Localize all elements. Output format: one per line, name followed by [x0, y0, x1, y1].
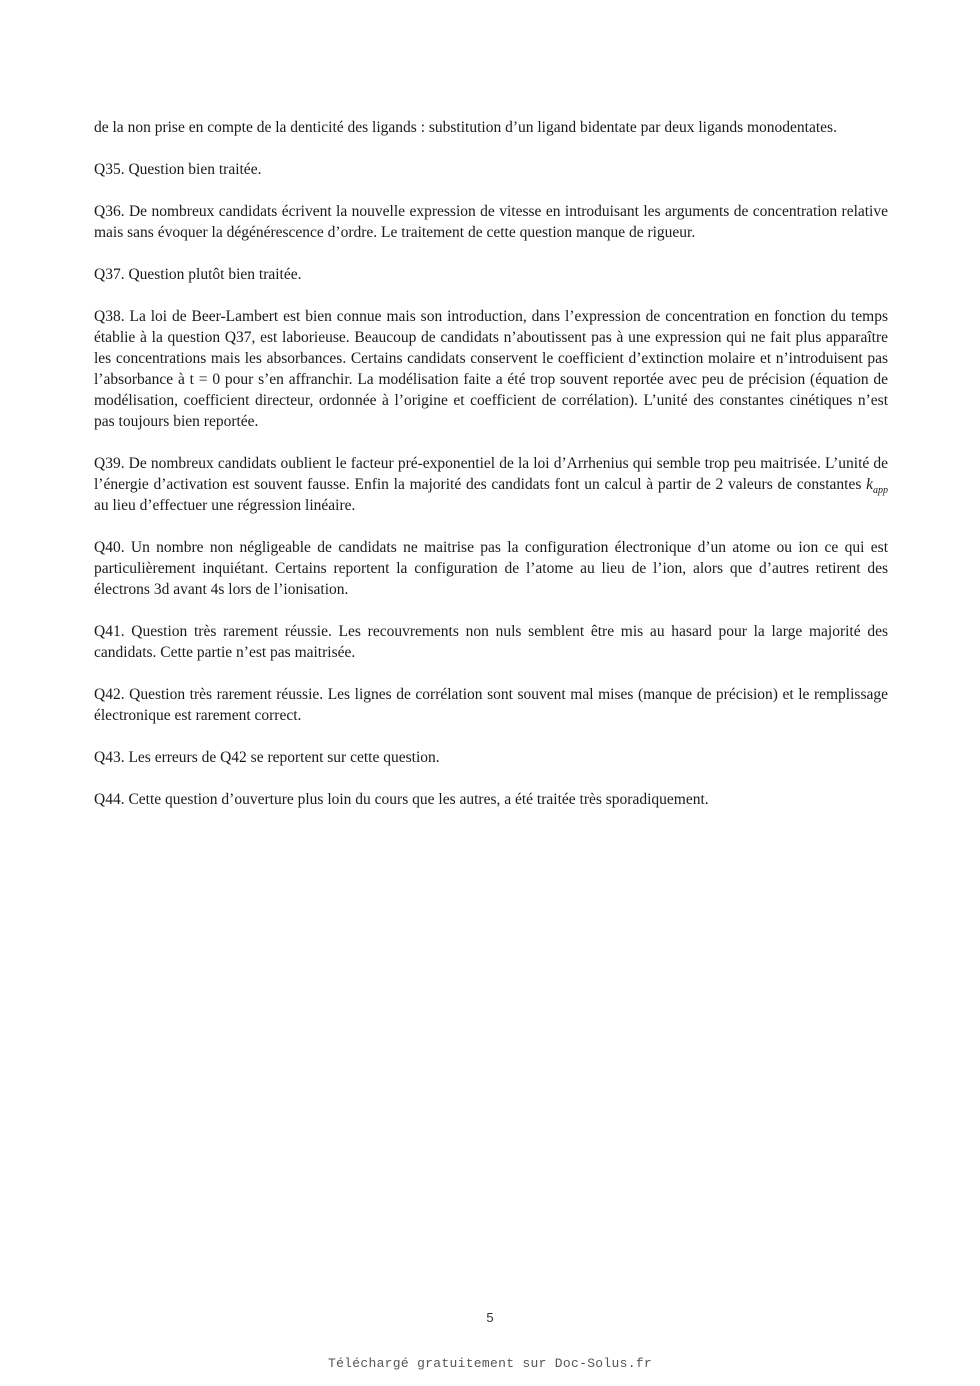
paragraph-q41: Q41. Question très rarement réussie. Les recouvrements non nuls semblent être mis au hasard pour la large majorité des candidats. Cette partie n’est pas maitrisée. — [94, 623, 888, 661]
paragraph-q37: Q37. Question plutôt bien traitée. — [94, 266, 302, 283]
download-footer: Téléchargé gratuitement sur Doc-Solus.fr — [327, 1356, 653, 1371]
kapp-symbol: $k_{app}$ — [866, 476, 888, 497]
paragraph-q43: Q43. Les erreurs de Q42 se reportent sur cette question. — [94, 749, 440, 766]
paragraph-q39 — [94, 453, 888, 516]
q39-text-before: Q39. De nombreux candidats oublient le facteur pré-exponentiel de la loi d’Arrhenius qui semble trop peu maitrisée. L’unité de l’énergie d’activation est souvent fausse. Enfin la majorité des candidats font un calcul à partir de 2 valeurs de constantes — [94, 455, 888, 493]
q39-text-after: au lieu d’effectuer une régression linéaire. — [94, 497, 356, 514]
paragraph-q44: Q44. Cette question d’ouverture plus loin du cours que les autres, a été traitée très sporadiquement. — [94, 791, 709, 808]
paragraph-q38: Q38. La loi de Beer-Lambert est bien connue mais son introduction, dans l’expression de concentration en fonction du temps établie à la question Q37, est laborieuse. Beaucoup de candidats n’aboutissent pas à une expression qui ne fait plus apparaître les concentrations mais les absorbances. Certains candidats conservent le coefficient d’extinction molaire et n’introduisent pas l’absorbance à t = 0 pour s’en affranchir. La modélisation faite a été trop souvent reportée avec peu de précision (équation de modélisation, coefficient directeur, ordonnée à l’origine et coefficient de corrélation). L’unité des constantes cinétiques n’est pas toujours bien reportée. — [94, 308, 888, 430]
page-number: 5 — [486, 1310, 494, 1325]
paragraph-continuation: de la non prise en compte de la denticité des ligands : substitution d’un ligand bidentate par deux ligands monodentates. — [94, 119, 837, 136]
paragraph-q36: Q36. De nombreux candidats écrivent la nouvelle expression de vitesse en introduisant les arguments de concentration relative mais sans évoquer la dégénérescence d’ordre. Le traitement de cette question manque de rigueur. — [94, 203, 888, 241]
document-body — [94, 117, 888, 831]
kapp-subscript: app — [873, 485, 888, 497]
paragraph-q35: Q35. Question bien traitée. — [94, 161, 262, 178]
paragraph-q42: Q42. Question très rarement réussie. Les lignes de corrélation sont souvent mal mises (manque de précision) et le remplissage électronique est rarement correct. — [94, 686, 888, 724]
paragraph-q40: Q40. Un nombre non négligeable de candidats ne maitrise pas la configuration électronique d’un atome ou ion ce qui est particulièrement inquiétant. Certains reportent la configuration de l’atome au lieu de l’ion, alors que d’autres retirent des électrons 3d avant 4s lors de l’ionisation. — [94, 539, 888, 598]
